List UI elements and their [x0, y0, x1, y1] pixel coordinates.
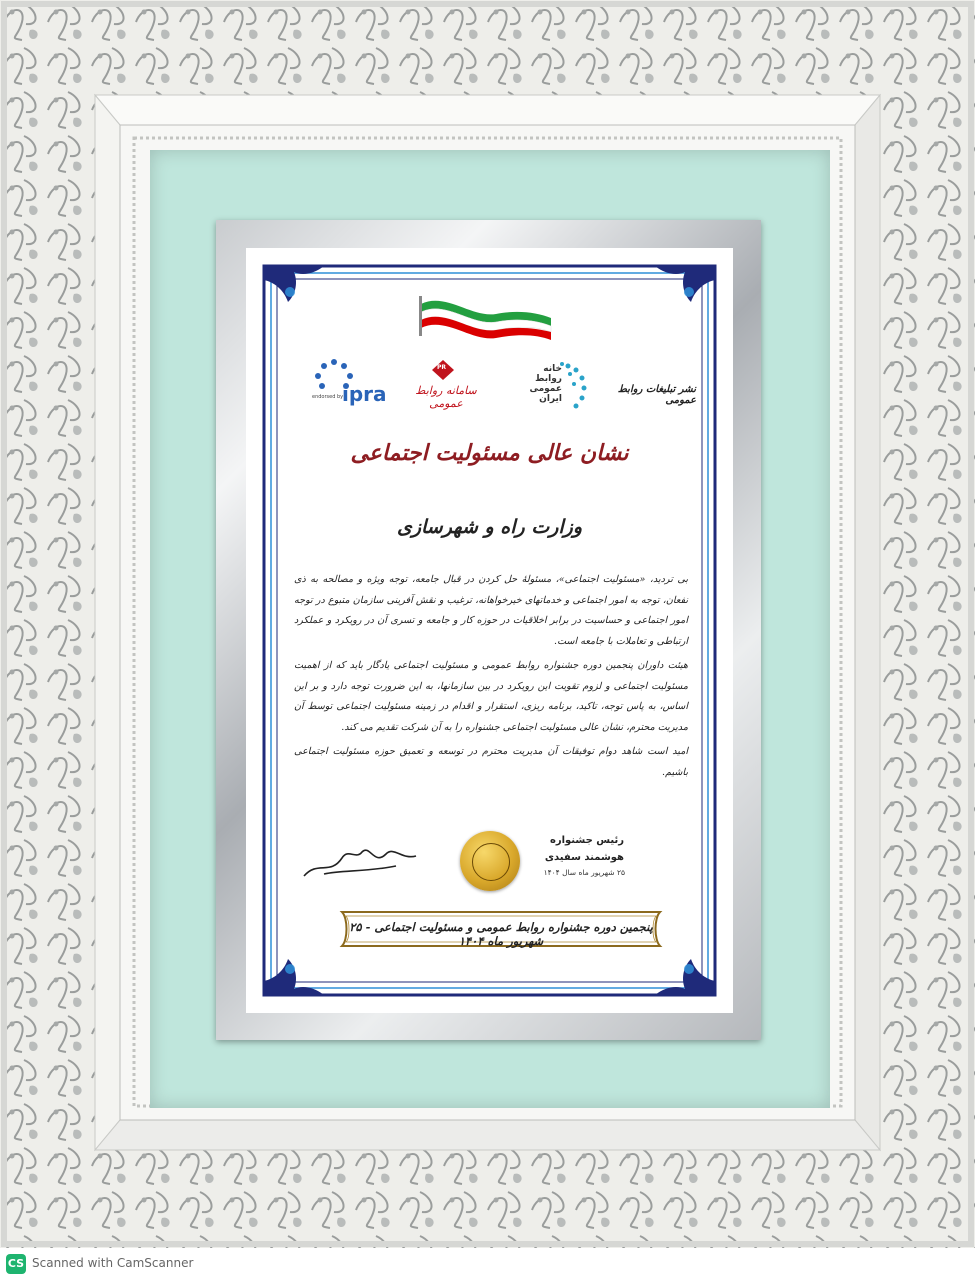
- nashr-logo-text: نشر تبلیغات روابط عمومی: [617, 384, 696, 406]
- footer-banner: [342, 912, 660, 946]
- certificate-body: [294, 570, 688, 787]
- camscanner-logo-icon: CS: [6, 1254, 26, 1274]
- ipra-endorsed-label: endorsed by: [312, 394, 344, 400]
- certificate-recipient: وزارت راه و شهرسازی: [396, 516, 583, 538]
- certificate-title: نشان عالی مسئولیت اجتماعی: [350, 440, 629, 466]
- ipra-logo-text: ipra: [342, 382, 387, 406]
- body-paragraph-2: هیئت داوران پنجمین دوره جشنواره روابط عمومی و مسئولیت اجتماعی یادگار باید که از اهمیت مسئولیت اجتماعی و لزوم تقویت این رویکرد در بین سازمانها، به این ضرورت توجه دارد و بر این اساس، به پاس توجه، تاکید، برنامه ریزی، استقرار و اقدام در زمینه مسئولیت اجتماعی توسط آن مدیریت محترم، نشان عالی مسئولیت اجتماعی جشنواره را به آن شرکت تقدیم می کند.: [294, 660, 688, 733]
- khaneh-logo-text: خانه روابط عمومی ایران: [529, 364, 562, 404]
- pr-script-text: سامانه روابط عمومی: [415, 384, 477, 410]
- body-paragraph-1: بی تردید، «مسئولیت اجتماعی»، مسئولهٔ حل کردن در قبال جامعه، توجه ویژه و مصالحه به ذی نفعان، توجه به امور اجتماعی و خدماتهای خیرخواهانه، ترغیب و نقش آفرینی سازمان متبوع در توجه امور اجتماعی و حساسیت در برابر اخلاقیات در حوزه کار و جامعه و تسری آن در رویکرد و عملکرد ارتباطی و تعاملات با جامعه است.: [294, 574, 688, 647]
- signature-icon: [304, 850, 416, 876]
- chair-title: رئیس جشنواره: [549, 835, 624, 846]
- certificate-paper: [246, 248, 733, 1013]
- camscanner-watermark-text: Scanned with CamScanner: [32, 1256, 194, 1270]
- gold-seal-icon: [460, 831, 520, 891]
- pr-badge-text: PR: [437, 364, 447, 371]
- chair-name: هوشمند سفیدی: [544, 852, 624, 863]
- iran-flag-icon: [419, 296, 551, 340]
- footer-banner-text: پنجمین دوره جشنواره روابط عمومی و مسئولیت اجتماعی - ۲۵ شهریور ماه ۱۴۰۴: [349, 920, 653, 948]
- body-paragraph-3: امید است شاهد دوام توفیقات آن مدیریت محترم در توسعه و تعمیق حوزه مسئولیت اجتماعی باشیم.: [294, 746, 688, 778]
- chair-date: ۲۵ شهریور ماه سال ۱۴۰۴: [543, 868, 625, 877]
- khaneh-logo-icon: [560, 362, 587, 409]
